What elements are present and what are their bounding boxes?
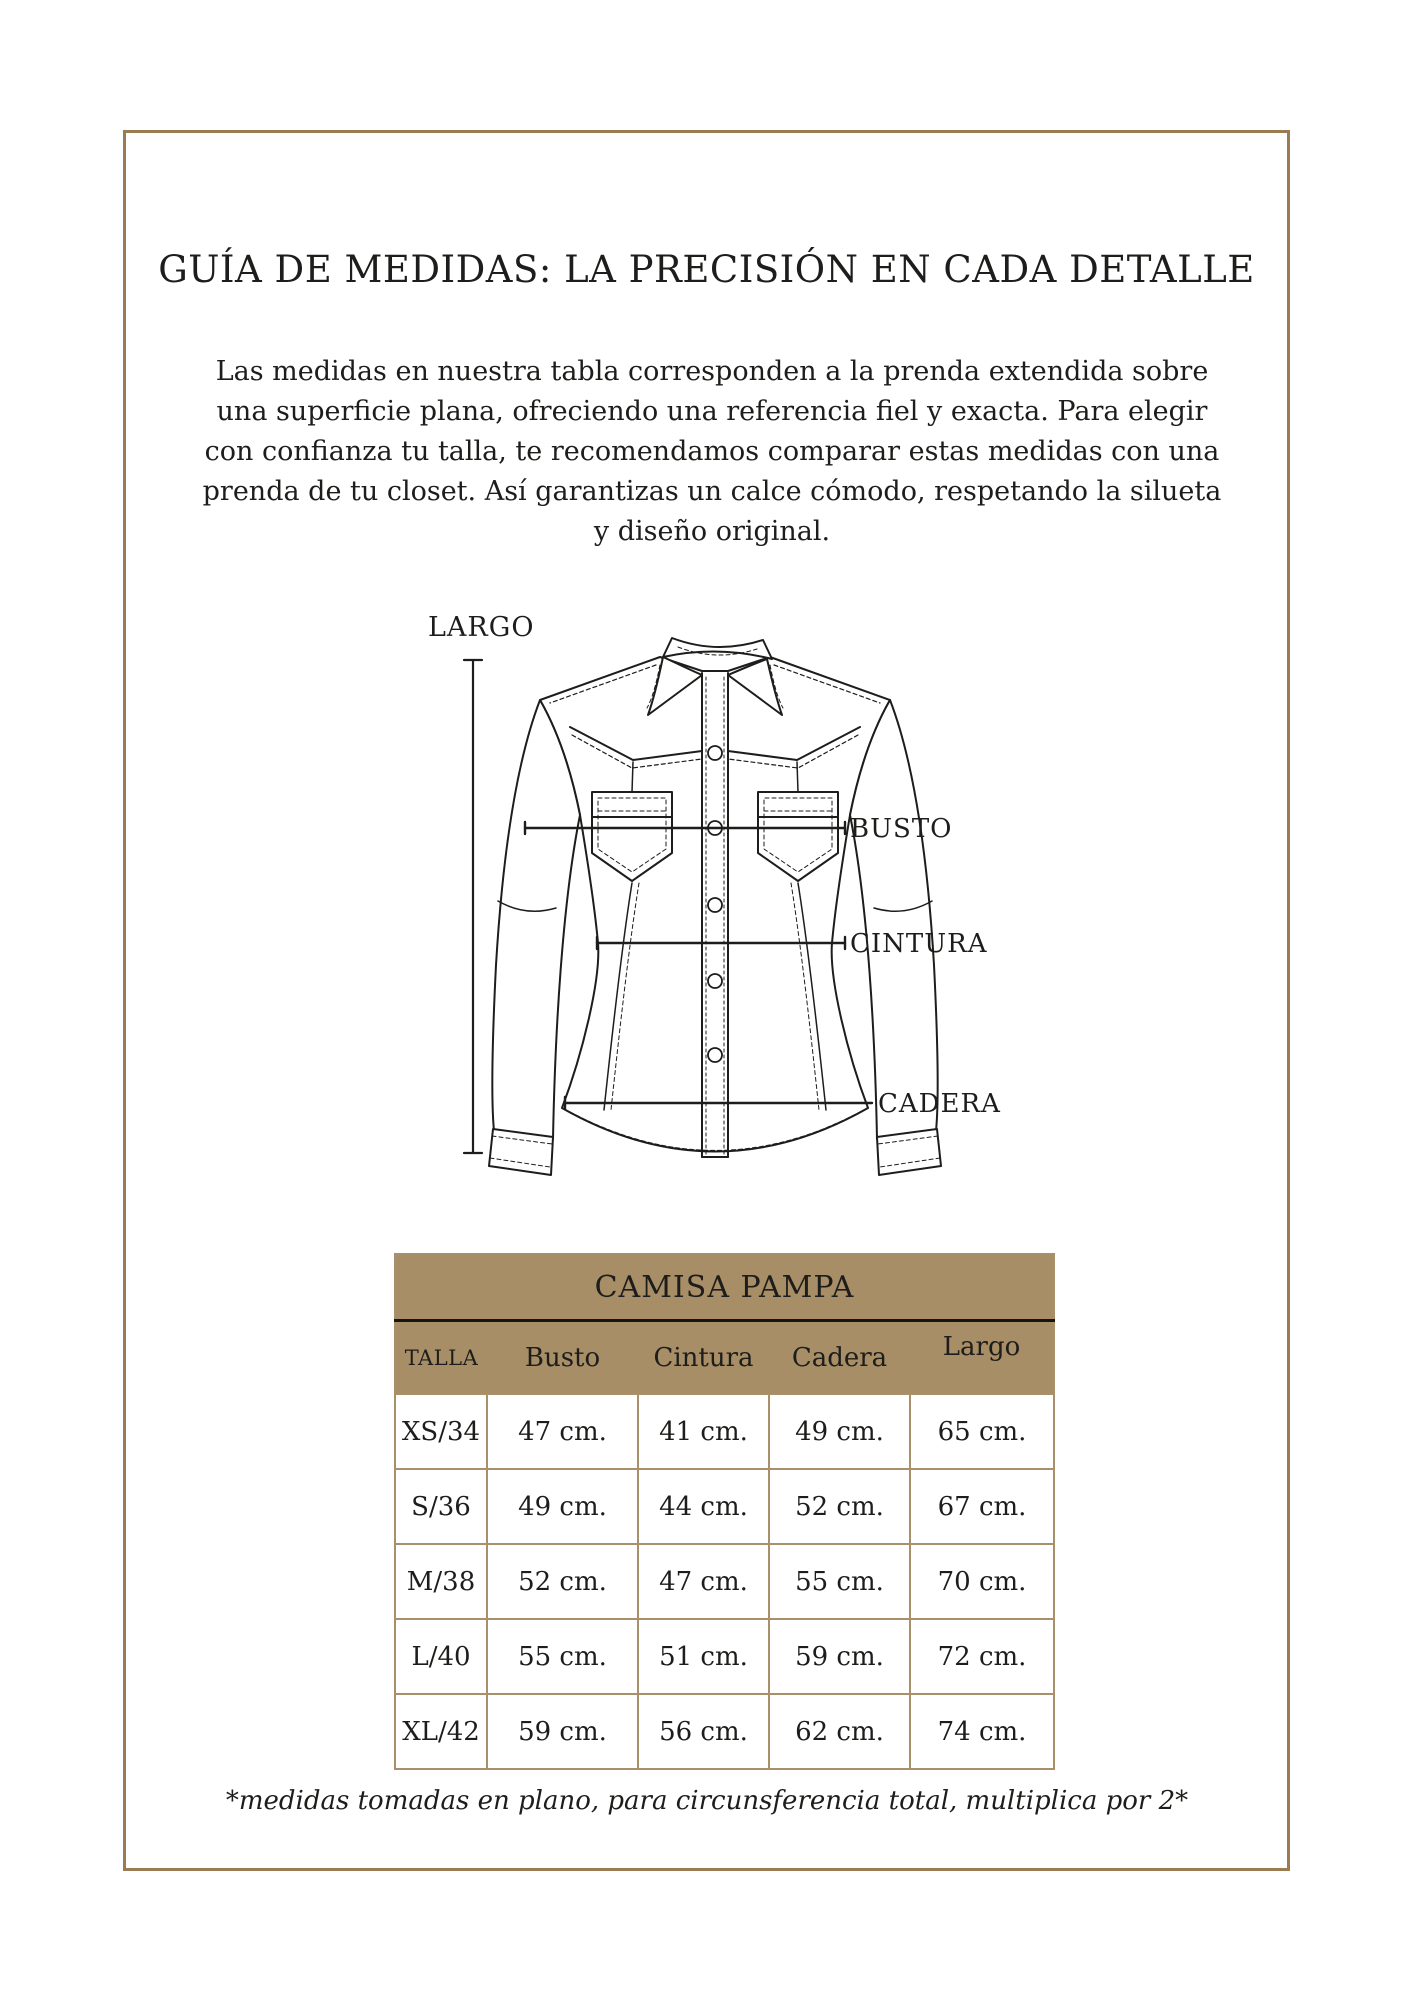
size-label: XL/42 [395, 1694, 487, 1769]
intro-line: y diseño original. [593, 516, 831, 547]
size-label: M/38 [395, 1544, 487, 1619]
size-label: XS/34 [395, 1394, 487, 1469]
busto-value: 59 cm. [487, 1694, 638, 1769]
footnote: *medidas tomadas en plano, para circunsferencia total, multiplica por 2* [225, 1786, 1189, 1816]
intro-paragraph [157, 352, 1267, 552]
largo-value: 65 cm. [910, 1394, 1054, 1469]
cintura-value: 51 cm. [638, 1619, 769, 1694]
size-table-title-row [395, 1254, 1054, 1321]
table-row-m38 [395, 1544, 1054, 1619]
cadera-value: 55 cm. [769, 1544, 910, 1619]
cadera-value: 49 cm. [769, 1394, 910, 1469]
cadera-value: 52 cm. [769, 1469, 910, 1544]
size-table-title: CAMISA PAMPA [395, 1254, 1054, 1321]
column-header-largo: Largo [910, 1321, 1054, 1395]
busto-value: 55 cm. [487, 1619, 638, 1694]
busto-value: 47 cm. [487, 1394, 638, 1469]
busto-value: 52 cm. [487, 1544, 638, 1619]
largo-value: 67 cm. [910, 1469, 1054, 1544]
column-header-talla: TALLA [395, 1321, 487, 1395]
table-row-xs34 [395, 1394, 1054, 1469]
column-header-cintura: Cintura [638, 1321, 769, 1395]
largo-label: LARGO [428, 612, 535, 643]
cintura-value: 47 cm. [638, 1544, 769, 1619]
size-table-header-row [395, 1321, 1054, 1395]
size-table [394, 1253, 1055, 1770]
intro-line: prenda de tu closet. Así garantizas un calce cómodo, respetando la silueta [202, 476, 1222, 507]
intro-line: Las medidas en nuestra tabla corresponden a la prenda extendida sobre [215, 356, 1209, 387]
cintura-value: 56 cm. [638, 1694, 769, 1769]
size-label: L/40 [395, 1619, 487, 1694]
intro-line: con confianza tu talla, te recomendamos comparar estas medidas con una [204, 436, 1220, 467]
cadera-value: 59 cm. [769, 1619, 910, 1694]
cintura-label: CINTURA [850, 929, 988, 959]
cadera-value: 62 cm. [769, 1694, 910, 1769]
busto-value: 49 cm. [487, 1469, 638, 1544]
table-row-s36 [395, 1469, 1054, 1544]
intro-line: una superficie plana, ofreciendo una referencia fiel y exacta. Para elegir [216, 396, 1208, 427]
cintura-value: 44 cm. [638, 1469, 769, 1544]
largo-dimension-line [464, 660, 482, 1153]
largo-value: 74 cm. [910, 1694, 1054, 1769]
page-title: GUÍA DE MEDIDAS: LA PRECISIÓN EN CADA DETALLE [158, 248, 1255, 291]
cadera-label: CADERA [878, 1089, 1001, 1119]
largo-value: 70 cm. [910, 1544, 1054, 1619]
largo-value: 72 cm. [910, 1619, 1054, 1694]
busto-label: BUSTO [850, 814, 953, 844]
column-header-busto: Busto [487, 1321, 638, 1395]
table-row-l40 [395, 1619, 1054, 1694]
column-header-cadera: Cadera [769, 1321, 910, 1395]
size-label: S/36 [395, 1469, 487, 1544]
cintura-value: 41 cm. [638, 1394, 769, 1469]
shirt-measurement-diagram [420, 605, 1060, 1190]
table-row-xl42 [395, 1694, 1054, 1769]
